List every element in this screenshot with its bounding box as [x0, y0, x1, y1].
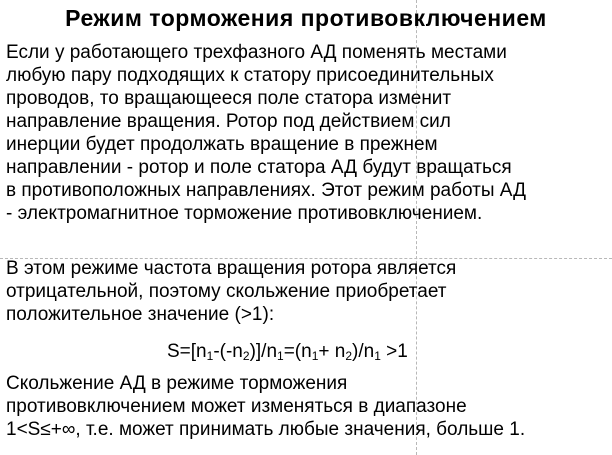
- paragraph-slip-range: [6, 372, 525, 441]
- text-line: любую пару подходящих к статору присоединительных: [6, 65, 494, 86]
- slip-formula: $S=[n_1-(-n_2)]/n_1=(n_1+ n_2)/n_1 >1$: [167, 341, 408, 363]
- text-line: направлении - ротор и поле статора АД будут вращаться: [6, 157, 512, 178]
- paragraph-braking-description: [6, 41, 526, 225]
- text-line: в противоположных направлениях. Этот режим работы АД: [6, 180, 526, 201]
- text-line: положительное значение (>1):: [6, 304, 275, 325]
- text-line: В этом режиме частота вращения ротора является: [6, 258, 457, 279]
- slide-title: Режим торможения противовключением: [65, 5, 547, 31]
- text-line: направление вращения. Ротор под действием сил: [6, 111, 451, 132]
- text-line: отрицательной, поэтому скольжение приобретает: [6, 281, 447, 302]
- text-line: - электромагнитное торможение противовключением.: [6, 203, 483, 224]
- text-line: проводов, то вращающееся поле статора изменит: [6, 88, 452, 109]
- paragraph-slip-positive: [6, 257, 456, 326]
- text-line: 1<S≤+∞, т.е. может принимать любые значения, больше 1.: [6, 419, 526, 440]
- text-line: инерции будет продолжать вращение в прежнем: [6, 134, 438, 155]
- text-line: Скольжение АД в режиме торможения: [6, 373, 348, 394]
- text-line: Если у работающего трехфазного АД поменять местами: [6, 42, 507, 63]
- text-line: противовключением может изменяться в диапазоне: [6, 396, 467, 417]
